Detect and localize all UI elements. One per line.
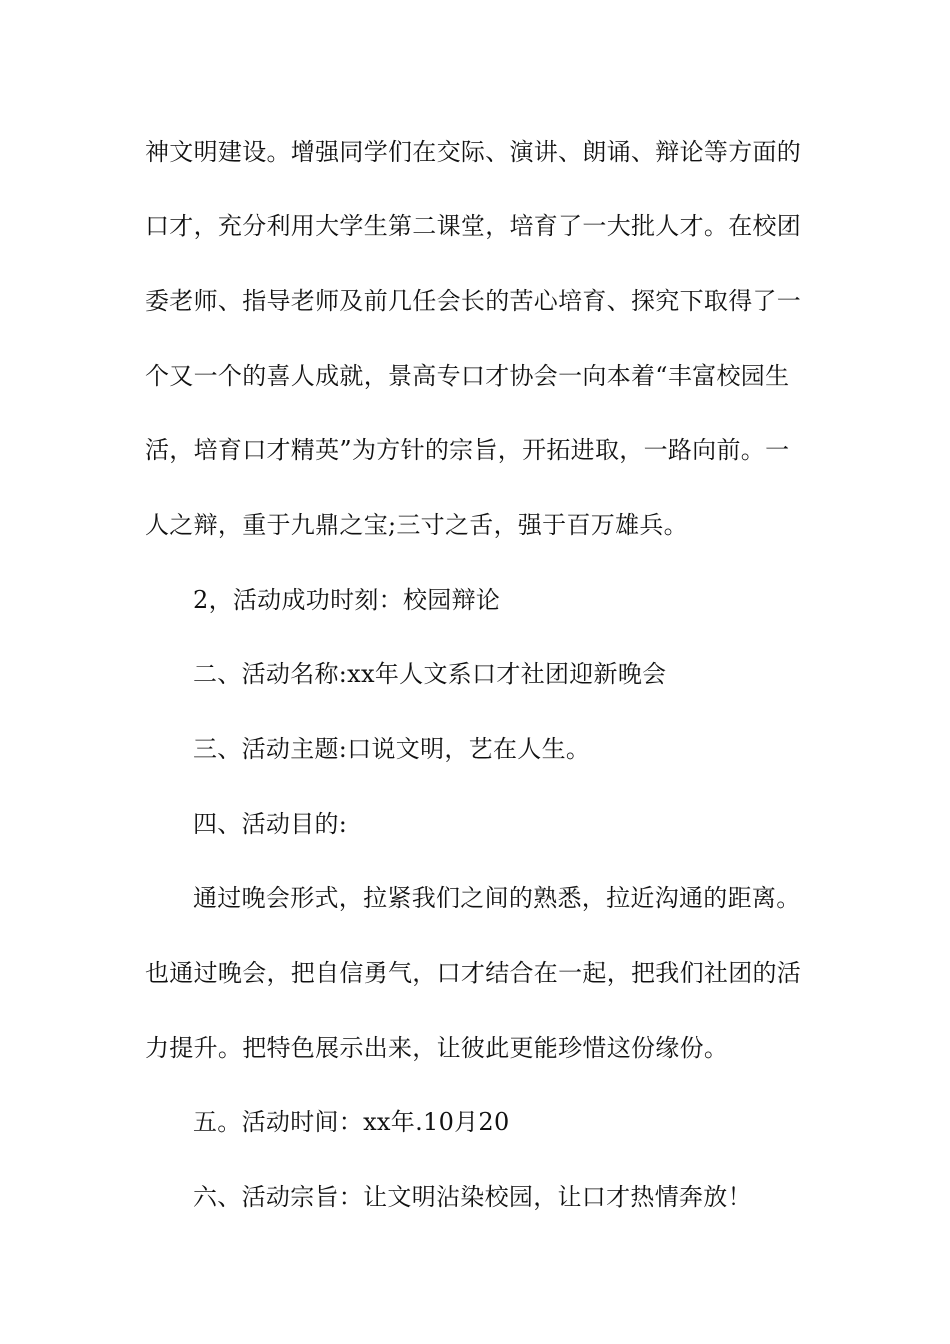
purpose-line-1: 通过晚会形式，拉紧我们之间的熟悉，拉近沟通的距离。	[193, 884, 801, 912]
paragraph-line-1: 神文明建设。增强同学们在交际、演讲、朗诵、辩论等方面的	[145, 138, 802, 166]
paragraph-line-5: 活，培育口才精英”为方针的宗旨，开拓进取，一路向前。一	[145, 436, 790, 464]
item-activity-tenet: 六、活动宗旨：让文明沾染校园，让口才热情奔放！	[193, 1183, 752, 1211]
item-activity-theme: 三、活动主题:口说文明，艺在人生。	[193, 735, 591, 763]
paragraph-line-6: 人之辩，重于九鼎之宝;三寸之舌，强于百万雄兵。	[145, 511, 688, 539]
paragraph-line-4: 个又一个的喜人成就，景高专口才协会一向本着“丰富校园生	[145, 362, 790, 390]
item-activity-moment: 2，活动成功时刻：校园辩论	[193, 586, 501, 614]
item-activity-time: 五。活动时间：xx年.10月20	[193, 1108, 510, 1136]
item-activity-purpose-heading: 四、活动目的:	[193, 810, 348, 838]
purpose-line-2: 也通过晚会，把自信勇气，口才结合在一起，把我们社团的活	[145, 959, 802, 987]
paragraph-line-2: 口才，充分利用大学生第二课堂，培育了一大批人才。在校团	[145, 212, 802, 240]
paragraph-line-3: 委老师、指导老师及前几任会长的苦心培育、探究下取得了一	[145, 287, 802, 315]
purpose-line-3: 力提升。把特色展示出来，让彼此更能珍惜这份缘份。	[145, 1034, 729, 1062]
item-activity-name: 二、活动名称:xx年人文系口才社团迎新晚会	[193, 660, 667, 688]
